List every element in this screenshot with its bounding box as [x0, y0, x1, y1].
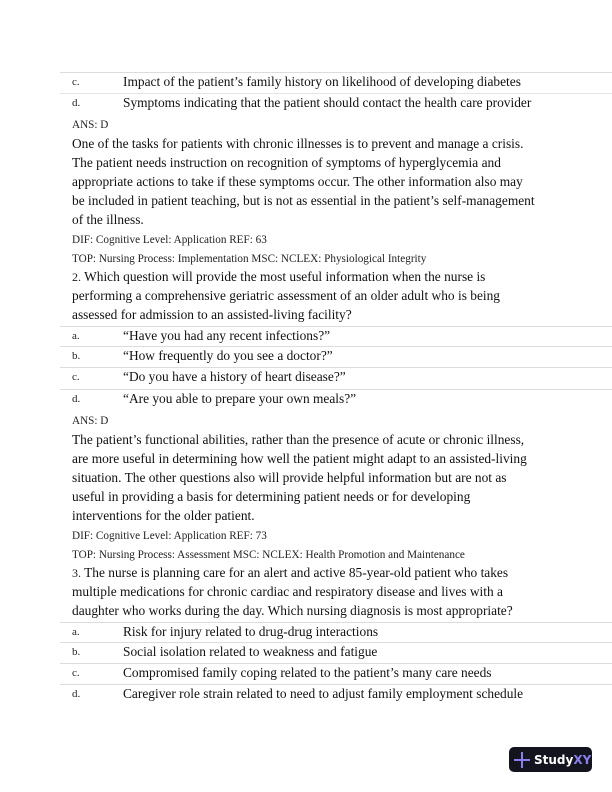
option-text: Compromised family coping related to the patient’s many care needs — [123, 665, 492, 680]
q2-option-c — [60, 367, 612, 389]
option-text: “How frequently do you see a doctor?” — [123, 348, 333, 363]
q2-number: 2. — [72, 270, 81, 284]
q3-option-a — [60, 622, 612, 644]
option-letter: d. — [72, 393, 81, 405]
option-text: Impact of the patient’s family history on likelihood of developing diabetes — [123, 74, 521, 89]
q2-rationale-line: situation. The other questions also will provide helpful information but are not as — [72, 470, 507, 485]
q2-option-a — [60, 326, 612, 348]
q2-rationale-line: The patient’s functional abilities, rather than the presence of acute or chronic illness, — [72, 432, 525, 447]
q1-dif: DIF: Cognitive Level: Application REF: 63 — [72, 234, 267, 246]
q3-stem-line: daughter who works during the day. Which nursing diagnosis is most appropriate? — [72, 603, 513, 618]
studyxy-logo[interactable] — [509, 747, 592, 772]
q3-number: 3. — [72, 566, 81, 580]
option-letter: c. — [72, 667, 80, 679]
q2-option-b — [60, 346, 612, 368]
q1-option-c — [60, 72, 612, 94]
q3-stem-text: The nurse is planning care for an alert and active 85-year-old patient who takes — [84, 565, 509, 580]
q3-stem-line — [72, 565, 508, 581]
option-letter: c. — [72, 76, 80, 88]
option-text: “Do you have a history of heart disease?” — [123, 369, 346, 384]
option-letter: d. — [72, 688, 81, 700]
q3-option-c — [60, 663, 612, 685]
option-text: Social isolation related to weakness and fatigue — [123, 644, 378, 659]
option-letter: c. — [72, 371, 80, 383]
q1-rationale-line: The patient needs instruction on recognition of symptoms of hyperglycemia and — [72, 155, 501, 170]
option-text: “Are you able to prepare your own meals?” — [123, 391, 357, 406]
q2-stem-line: performing a comprehensive geriatric assessment of an older adult who is being — [72, 288, 500, 303]
q2-rationale-line: useful in providing a basis for determining patient needs or for developing — [72, 489, 471, 504]
q2-stem-line — [72, 269, 485, 285]
option-text: Risk for injury related to drug-drug interactions — [123, 624, 379, 639]
q2-rationale-line: interventions for the older patient. — [72, 508, 255, 523]
q1-rationale-line: of the illness. — [72, 212, 144, 227]
q3-stem-line: multiple medications for chronic cardiac and respiratory disease and lives with a — [72, 584, 503, 599]
option-letter: b. — [72, 646, 81, 658]
logo-brand-study: Study — [534, 752, 574, 767]
q1-option-d — [60, 93, 612, 115]
q2-option-d — [60, 389, 612, 411]
q3-option-b — [60, 642, 612, 664]
q2-stem-text: Which question will provide the most useful information when the nurse is — [84, 269, 486, 284]
q2-stem-line: assessed for admission to an assisted-living facility? — [72, 307, 352, 322]
option-text: Symptoms indicating that the patient should contact the health care provider — [123, 95, 532, 110]
logo-brand-xy: XY — [573, 752, 592, 767]
q2-dif: DIF: Cognitive Level: Application REF: 73 — [72, 530, 267, 542]
q1-rationale-line: appropriate actions to take if these symptoms occur. The other information also may — [72, 174, 523, 189]
option-text: “Have you had any recent infections?” — [123, 328, 331, 343]
q1-answer: ANS: D — [72, 119, 109, 131]
plus-icon — [514, 752, 530, 768]
q1-top: TOP: Nursing Process: Implementation MSC: NCLEX: Physiological Integrity — [72, 253, 427, 265]
option-letter: d. — [72, 97, 81, 109]
option-letter: a. — [72, 626, 80, 638]
option-letter: b. — [72, 350, 81, 362]
option-letter: a. — [72, 330, 80, 342]
q2-answer: ANS: D — [72, 415, 109, 427]
q3-option-d — [60, 684, 612, 706]
q1-rationale-line: be included in patient teaching, but is not as essential in the patient’s self-management — [72, 193, 535, 208]
q2-rationale-line: are more useful in determining how well the patient might adapt to an assisted-living — [72, 451, 527, 466]
q1-rationale-line: One of the tasks for patients with chronic illnesses is to prevent and manage a crisis. — [72, 136, 524, 151]
option-text: Caregiver role strain related to need to adjust family employment schedule — [123, 686, 524, 701]
q2-top: TOP: Nursing Process: Assessment MSC: NCLEX: Health Promotion and Maintenance — [72, 549, 465, 561]
